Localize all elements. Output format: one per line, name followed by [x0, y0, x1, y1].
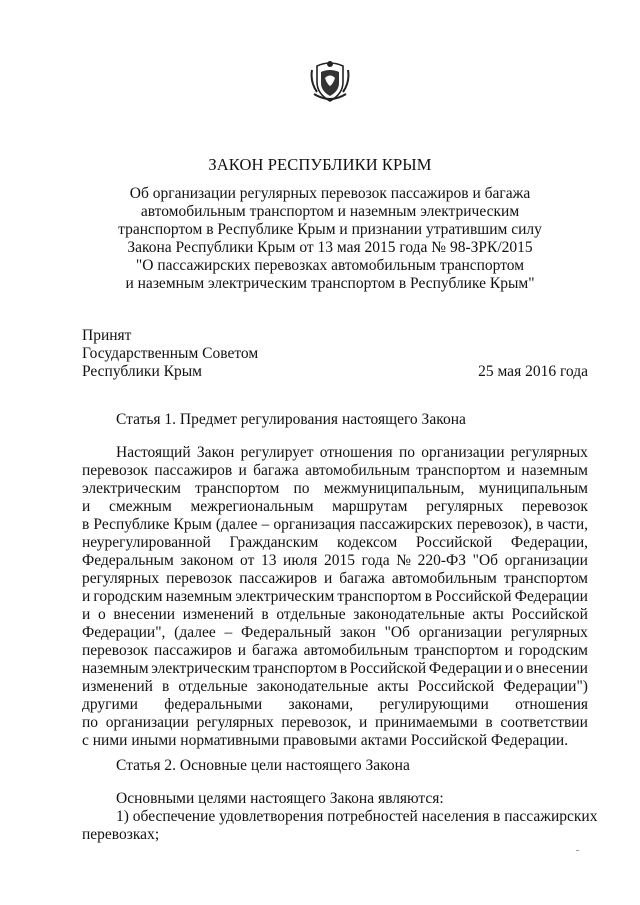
word: и: [359, 714, 368, 731]
word: Федеральным: [82, 552, 174, 569]
word: 2015: [324, 552, 355, 569]
subtitle-line: и наземным электрическим транспортом в Республике Крым": [125, 275, 535, 292]
word: и: [506, 462, 516, 479]
word: транспортом: [414, 642, 499, 659]
word: №: [396, 552, 412, 569]
article-1-body: [82, 444, 588, 750]
word: закон: [340, 624, 376, 641]
text-line: [82, 696, 588, 714]
word: Закон: [196, 444, 235, 461]
word: в: [485, 714, 493, 731]
word: и: [82, 588, 91, 605]
word: года: [361, 552, 390, 569]
word: отношения: [515, 696, 588, 713]
text-line: [82, 534, 588, 552]
subtitle-line: автомобильным транспортом и наземным электрическим: [140, 203, 520, 220]
word: "Об: [384, 624, 411, 641]
word: наземным: [82, 660, 149, 677]
word: принимаемыми: [374, 714, 478, 731]
word: 220-ФЗ: [417, 552, 467, 569]
word: 13: [260, 552, 277, 569]
word: организации: [421, 444, 505, 461]
word: законодательные: [353, 606, 465, 623]
word: багажа: [339, 570, 385, 587]
word: законом: [180, 552, 234, 569]
article-2-heading: Статья 2. Основные цели настоящего Закона: [116, 757, 410, 774]
word: в: [82, 516, 90, 533]
word: регулярных: [82, 570, 160, 587]
word: внесении: [526, 660, 588, 677]
word: Федерации: [514, 588, 588, 605]
word: и: [238, 462, 247, 479]
word: маршрутам: [332, 498, 408, 515]
word: внесении: [113, 606, 176, 623]
word: отдельные: [276, 606, 346, 623]
word: о: [515, 660, 524, 677]
text-line: [82, 444, 588, 462]
word: городским: [93, 588, 163, 605]
text-line: [82, 642, 588, 660]
word: и: [237, 642, 247, 659]
word: кодексом: [337, 534, 398, 551]
word: (далее: [215, 516, 258, 533]
word: Гражданским: [229, 534, 319, 551]
word: багажа: [253, 462, 299, 479]
word: в: [261, 606, 269, 623]
word: перевозок: [521, 498, 588, 515]
word: Федерации: [428, 660, 503, 677]
word: регулярных: [510, 624, 588, 641]
word: транспортом: [503, 570, 588, 587]
word: организации: [105, 714, 189, 731]
adopted-by-block: [82, 327, 258, 381]
word: в: [339, 660, 348, 677]
word: в: [424, 588, 433, 605]
adopted-line: Республики Крым: [82, 363, 202, 380]
law-subtitle: [95, 185, 565, 293]
word: –: [224, 624, 233, 641]
word: организация: [273, 516, 356, 533]
text-line: [82, 678, 588, 696]
word: в: [536, 516, 544, 533]
word: перевозок: [82, 642, 149, 659]
subtitle-line: транспортом в Республике Крым и признании утратившим силу: [118, 221, 542, 238]
adopted-line: Принят: [82, 327, 132, 344]
word: пассажирских: [359, 516, 453, 533]
text-line: с ними иными нормативными правовыми актами Российской Федерации.: [82, 732, 569, 749]
article-1-heading: Статья 1. Предмет регулирования настоящего Закона: [116, 411, 466, 428]
text-line: [82, 714, 588, 732]
text-line: Основными целями настоящего Закона являются:: [116, 790, 444, 807]
word: Российской: [415, 534, 493, 551]
word: соответствии: [500, 714, 588, 731]
text-line: перевозках;: [82, 826, 160, 843]
word: июля: [283, 552, 318, 569]
word: (далее: [174, 624, 216, 641]
word: изменений: [182, 606, 254, 623]
word: автомобильным: [391, 570, 497, 587]
word: Республике: [93, 516, 170, 533]
word: изменений: [82, 678, 153, 695]
subtitle-line: Об организации регулярных перевозок пассажиров и багажа: [129, 185, 531, 202]
article-2-body: [82, 790, 598, 844]
adopted-line: Государственным Советом: [82, 345, 259, 362]
word: автомобильным: [305, 462, 410, 479]
word: электрическим: [82, 480, 181, 497]
word: Российской: [417, 678, 495, 695]
text-line: [82, 606, 588, 624]
word: транспортом: [337, 588, 422, 605]
word: перевозок,: [281, 714, 352, 731]
word: –: [261, 516, 270, 533]
law-title: ЗАКОН РЕСПУБЛИКИ КРЫМ: [208, 155, 432, 174]
word: части,: [547, 516, 588, 533]
word: в: [162, 678, 170, 695]
word: Крым: [173, 516, 212, 533]
crimea-coat-of-arms-emblem: [309, 58, 351, 104]
word: Федерации"): [503, 678, 588, 695]
word: Российской: [349, 660, 427, 677]
word: по: [293, 480, 310, 497]
text-line: 1) обеспечение удовлетворения потребностей населения в пассажирских: [116, 808, 598, 825]
word: регулярных: [426, 498, 504, 515]
word: законами,: [288, 696, 354, 713]
word: пассажиров: [154, 462, 233, 479]
word: другими: [82, 696, 138, 713]
word: по: [82, 714, 99, 731]
word: и: [504, 642, 513, 659]
text-line: [82, 660, 588, 678]
text-line: [82, 516, 588, 534]
word: Федеральный: [241, 624, 332, 641]
word: и: [82, 606, 91, 623]
word: пассажиров: [154, 642, 232, 659]
text-line: [82, 624, 588, 642]
word: и: [324, 570, 333, 587]
word: федеральными: [164, 696, 263, 713]
word: межрегиональным: [190, 498, 314, 515]
word: Федерации",: [82, 624, 166, 641]
text-line: [82, 588, 588, 606]
word: городским: [518, 642, 588, 659]
word: отдельные: [178, 678, 248, 695]
text-line: [82, 570, 588, 588]
word: и: [82, 498, 91, 515]
text-line: [82, 462, 588, 480]
word: акты: [472, 606, 504, 623]
word: отношения: [319, 444, 393, 461]
word: "Об: [472, 552, 499, 569]
word: багажа: [252, 642, 298, 659]
word: о: [97, 606, 106, 623]
word: транспортом: [416, 462, 501, 479]
word: электрическим: [151, 660, 251, 677]
word: Российской: [511, 606, 588, 623]
word: перевозок: [166, 570, 233, 587]
word: межмуниципальным,: [323, 480, 465, 497]
word: Настоящий: [116, 444, 191, 461]
scan-mark: [576, 850, 579, 851]
word: наземным: [521, 462, 588, 479]
word: перевозок: [82, 462, 149, 479]
word: муниципальным: [478, 480, 588, 497]
word: автомобильным: [303, 642, 409, 659]
subtitle-line: Закона Республики Крым от 13 мая 2015 года № 98-ЗРК/2015: [127, 239, 533, 256]
word: законодательные: [256, 678, 369, 695]
text-line: [82, 552, 588, 570]
subtitle-line: "О пассажирских перевозках автомобильным транспортом: [135, 257, 525, 274]
word: организации: [418, 624, 503, 641]
text-line: [82, 480, 588, 498]
adoption-date: 25 мая 2016 года: [478, 363, 588, 380]
word: регулирует: [240, 444, 314, 461]
word: организации: [504, 552, 588, 569]
word: транспортом: [195, 480, 280, 497]
word: неурегулированной: [82, 534, 211, 551]
word: Российской: [435, 588, 512, 605]
word: наземным: [165, 588, 233, 605]
word: пассажиров: [239, 570, 318, 587]
text-line: [82, 498, 588, 516]
word: транспортом: [252, 660, 338, 677]
word: по: [398, 444, 415, 461]
word: и: [504, 660, 514, 677]
word: от: [240, 552, 255, 569]
word: смежным: [108, 498, 172, 515]
word: Федерации,: [510, 534, 588, 551]
word: электрическим: [235, 588, 335, 605]
word: акты: [377, 678, 409, 695]
word: регулярных: [510, 444, 588, 461]
word: перевозок),: [456, 516, 532, 533]
word: регулирующими: [379, 696, 489, 713]
word: регулярных: [196, 714, 274, 731]
